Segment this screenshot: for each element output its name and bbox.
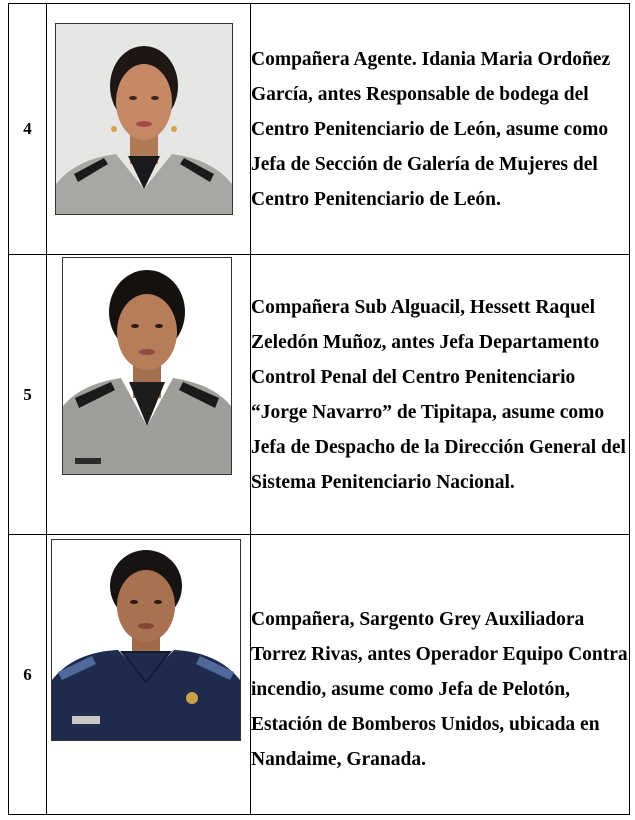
appointment-description: Compañera Agente. Idania Maria Ordoñez García, antes Responsable de bodega del Centro Penitenciario de León, asume como Jefa de Sección de Galería de Mujeres del Centro Penitenciario de León. bbox=[251, 4, 630, 255]
portrait-photo bbox=[51, 539, 241, 741]
appointment-description: Compañera, Sargento Grey Auxiliadora Torrez Rivas, antes Operador Equipo Contra incendio, asume como Jefa de Pelotón, Estación de Bomberos Unidos, ubicada en Nandaime, Granada. bbox=[251, 535, 630, 815]
row-number: 5 bbox=[9, 255, 47, 535]
appointments-table bbox=[8, 3, 630, 815]
appointment-description: Compañera Sub Alguacil, Hessett Raquel Zeledón Muñoz, antes Jefa Departamento Control Penal del Centro Penitenciario “Jorge Navarro” de Tipitapa, asume como Jefa de Despacho de la Dirección General del Sistema Penitenciario Nacional. bbox=[251, 255, 630, 535]
photo-cell bbox=[47, 4, 251, 255]
photo-cell bbox=[47, 535, 251, 815]
row-number: 4 bbox=[9, 4, 47, 255]
photo-cell bbox=[47, 255, 251, 535]
row-number: 6 bbox=[9, 535, 47, 815]
table-row bbox=[9, 4, 630, 255]
table-row bbox=[9, 535, 630, 815]
portrait-photo bbox=[62, 257, 232, 475]
table-row bbox=[9, 255, 630, 535]
portrait-photo bbox=[55, 23, 233, 215]
